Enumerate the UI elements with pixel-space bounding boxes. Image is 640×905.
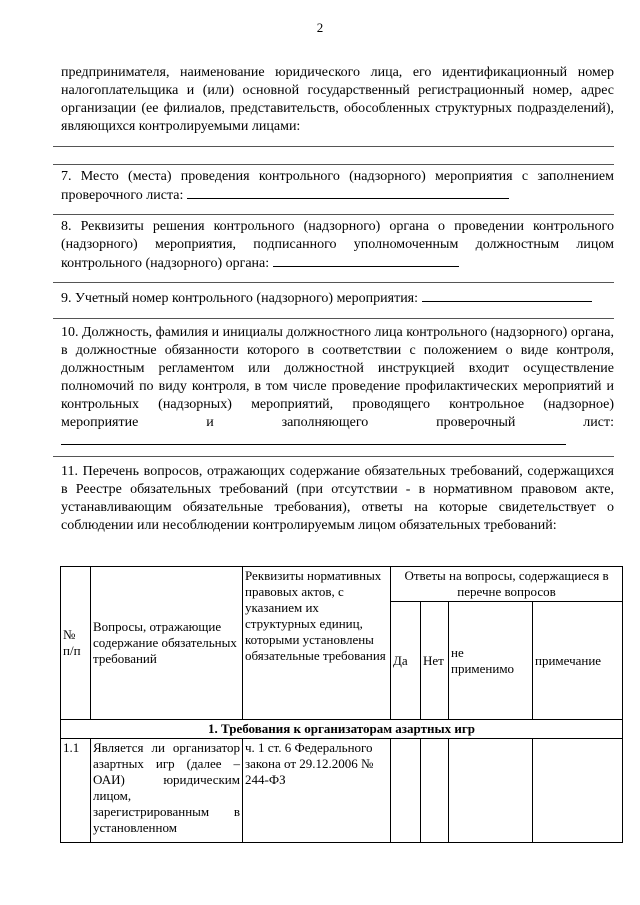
header-note: примечание bbox=[533, 602, 623, 720]
divider-line bbox=[53, 318, 614, 319]
section-title: 1. Требования к организаторам азартных игр bbox=[61, 720, 623, 739]
header-questions: Вопросы, отражающие содержание обязательных требований bbox=[91, 567, 243, 720]
row-answer-no[interactable] bbox=[421, 739, 449, 843]
divider-line bbox=[53, 214, 614, 215]
intro-paragraph: предпринимателя, наименование юридического лица, его идентификационный номер налогоплательщика и (или) основной государственный регистрационный номер, адрес организации (ее филиалов, представительств, обособленных структурных подразделений), являющихся контролируемыми лицами: bbox=[61, 65, 614, 134]
item-9-paragraph bbox=[61, 289, 614, 308]
table-header-row bbox=[61, 567, 623, 602]
item-7-fill-line bbox=[187, 186, 509, 199]
item-8-text: 8. Реквизиты решения контрольного (надзорного) органа о проведении контрольного (надзорного) мероприятия, подписанного уполномоченным должностным лицом контрольного (надзорного) органа: bbox=[61, 219, 614, 271]
item-8-fill-line bbox=[273, 254, 459, 267]
row-question: Является ли организатор азартных игр (далее – ОАИ) юридическим лицом, зарегистрированным в установленном bbox=[91, 739, 243, 843]
header-not-applicable: не применимо bbox=[449, 602, 533, 720]
row-num: 1.1 bbox=[61, 739, 91, 843]
fill-line-intro bbox=[53, 146, 614, 147]
divider-line bbox=[53, 164, 614, 165]
divider-line bbox=[53, 456, 614, 457]
header-num: № п/п bbox=[61, 567, 91, 720]
row-requisite: ч. 1 ст. 6 Федерального закона от 29.12.2006 № 244-ФЗ bbox=[243, 739, 391, 843]
item-7-text: 7. Место (места) проведения контрольного (надзорного) мероприятия с заполнением проверочного листа: bbox=[61, 169, 614, 203]
checklist-table bbox=[60, 566, 623, 843]
header-requisites: Реквизиты нормативных правовых актов, с указанием их структурных единиц, которыми установлены обязательные требования bbox=[243, 567, 391, 720]
page-number: 2 bbox=[316, 20, 324, 35]
header-answers: Ответы на вопросы, содержащиеся в перечне вопросов bbox=[391, 567, 623, 602]
table-row bbox=[61, 739, 623, 843]
header-yes: Да bbox=[391, 602, 421, 720]
section-row bbox=[61, 720, 623, 739]
item-10-fill-line bbox=[61, 432, 566, 445]
item-9-text: 9. Учетный номер контрольного (надзорного) мероприятия: bbox=[61, 291, 419, 306]
row-answer-yes[interactable] bbox=[391, 739, 421, 843]
row-note[interactable] bbox=[533, 739, 623, 843]
row-answer-not-applicable[interactable] bbox=[449, 739, 533, 843]
item-11-paragraph: 11. Перечень вопросов, отражающих содержание обязательных требований, содержащихся в Реестре обязательных требований (при отсутствии - в нормативном правовом акте, устанавливающим обязательные требования), ответы на которые свидетельствует о соблюдении или несоблюдении контролируемым лицом обязательных требований: bbox=[61, 464, 614, 533]
item-9-fill-line bbox=[422, 289, 592, 302]
item-8-paragraph bbox=[61, 218, 614, 273]
item-10-paragraph bbox=[61, 324, 614, 451]
item-10-text: 10. Должность, фамилия и инициалы должностного лица контрольного (надзорного) органа, в должностные обязанности которого в соответствии с положением о виде контроля, должностным регламентом или должностной инструкцией входит осуществление полномочий по виду контроля, в том числе проведение профилактических мероприятий и контрольных (надзорных) мероприятий, проводящего контрольное (надзорное) мероприятие и заполняющего проверочный лист: bbox=[61, 325, 614, 430]
header-no: Нет bbox=[421, 602, 449, 720]
item-7-paragraph bbox=[61, 168, 614, 205]
divider-line bbox=[53, 282, 614, 283]
